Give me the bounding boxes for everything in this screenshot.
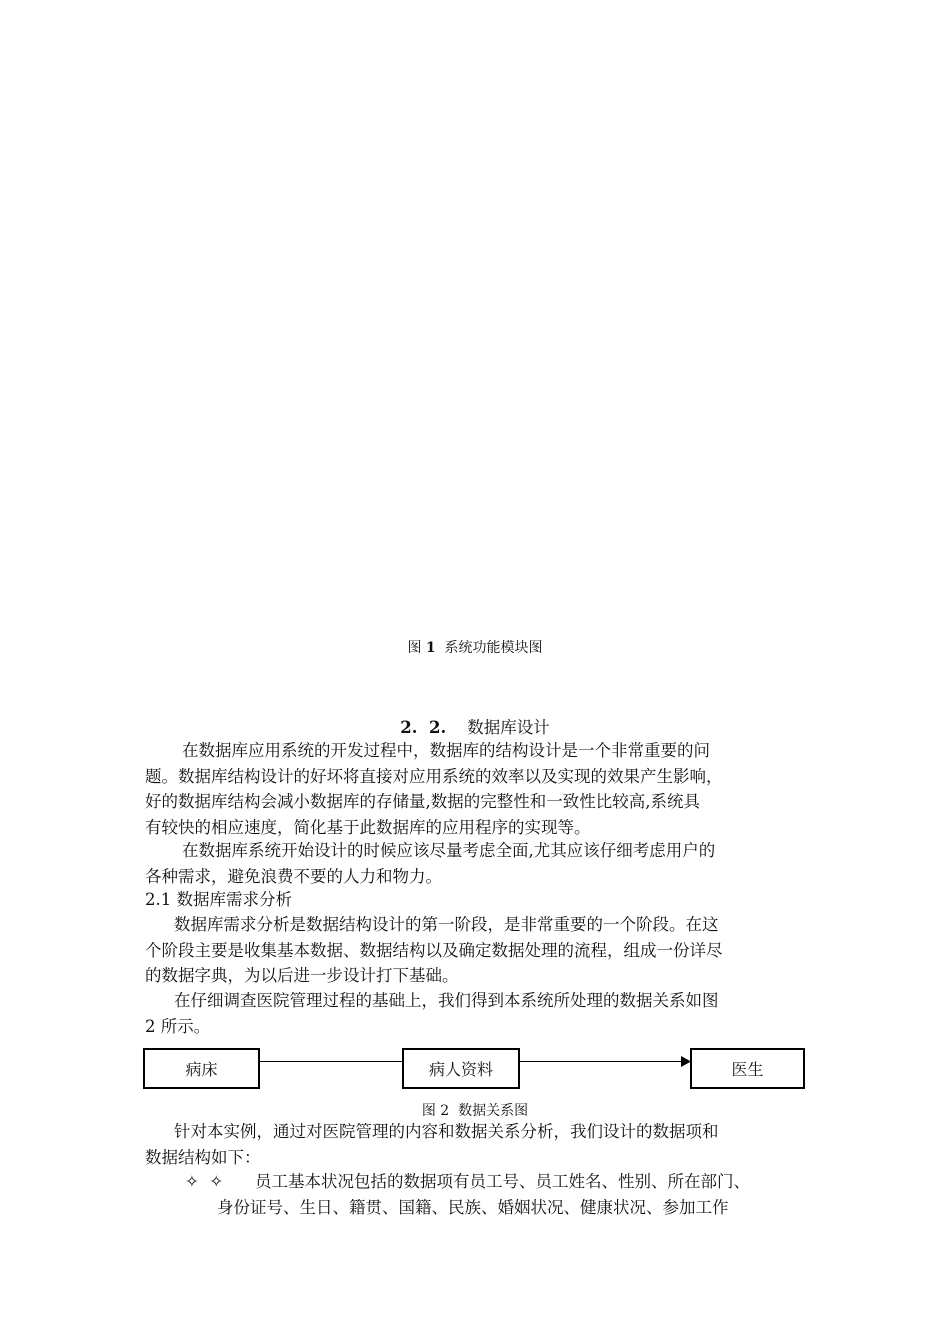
paragraph-3: [145, 912, 810, 989]
node-doctor: 医生: [690, 1048, 805, 1089]
paragraph-line: 有较快的相应速度，简化基于此数据库的应用程序的实现等。: [145, 817, 591, 837]
paragraph-line: 2 所示。: [145, 1016, 211, 1036]
section-heading: [0, 714, 950, 738]
paragraph-line: 在数据库系统开始设计的时候应该尽量考虑全面,尤其应该仔细考虑用户的: [182, 841, 716, 860]
figure1-text: 系统功能模块图: [444, 640, 543, 656]
section-number: 2. 2.: [400, 718, 447, 737]
paragraph-5: [145, 1119, 810, 1170]
paragraph-line: 题。数据库结构设计的好坏将直接对应用系统的效率以及实现的效果产生影响，: [145, 766, 723, 786]
node-bed: 病床: [143, 1048, 260, 1089]
bullet-item: [145, 1169, 810, 1220]
connector-line: [260, 1061, 402, 1062]
section-title: 数据库设计: [467, 718, 550, 737]
bullet-line: 身份证号、生日、籍贯、国籍、民族、婚姻状况、健康状况、参加工作: [217, 1197, 729, 1217]
bullet-line: 员工基本状况包括的数据项有员工号、员工姓名、性别、所在部门、: [255, 1172, 750, 1191]
paragraph-1: [145, 738, 810, 840]
paragraph-line: 个阶段主要是收集基本数据、数据结构以及确定数据处理的流程，组成一份详尽: [145, 940, 723, 960]
paragraph-line: 数据结构如下：: [145, 1147, 261, 1167]
node-patient-records: 病人资料: [402, 1048, 520, 1089]
figure1-prefix: 图: [407, 640, 422, 656]
subsection-heading: 2.1 数据库需求分析: [145, 890, 292, 909]
figure1-caption: [0, 637, 950, 657]
paragraph-line: 针对本实例，通过对医院管理的内容和数据关系分析，我们设计的数据项和: [174, 1122, 719, 1141]
figure2-caption: 图 2 数据关系图: [421, 1103, 529, 1119]
connector-line: [520, 1061, 683, 1062]
paragraph-line: 各种需求，避免浪费不要的人力和物力。: [145, 866, 442, 886]
paragraph-line: 在仔细调查医院管理过程的基础上，我们得到本系统所处理的数据关系如图: [174, 991, 719, 1010]
paragraph-line: 数据库需求分析是数据结构设计的第一阶段，是非常重要的一个阶段。在这: [174, 915, 719, 934]
bullet-symbol-icon: ✧ ✧: [185, 1172, 224, 1191]
paragraph-line: 在数据库应用系统的开发过程中，数据库的结构设计是一个非常重要的问: [182, 741, 710, 760]
paragraph-2: [145, 838, 810, 889]
paragraph-line: 好的数据库结构会减小数据库的存储量,数据的完整性和一致性比较高,系统具: [145, 792, 700, 811]
figure1-number: 1: [425, 640, 436, 656]
arrowhead-icon: [681, 1056, 691, 1067]
paragraph-4: [145, 988, 810, 1039]
paragraph-line: 的数据字典，为以后进一步设计打下基础。: [145, 966, 459, 985]
